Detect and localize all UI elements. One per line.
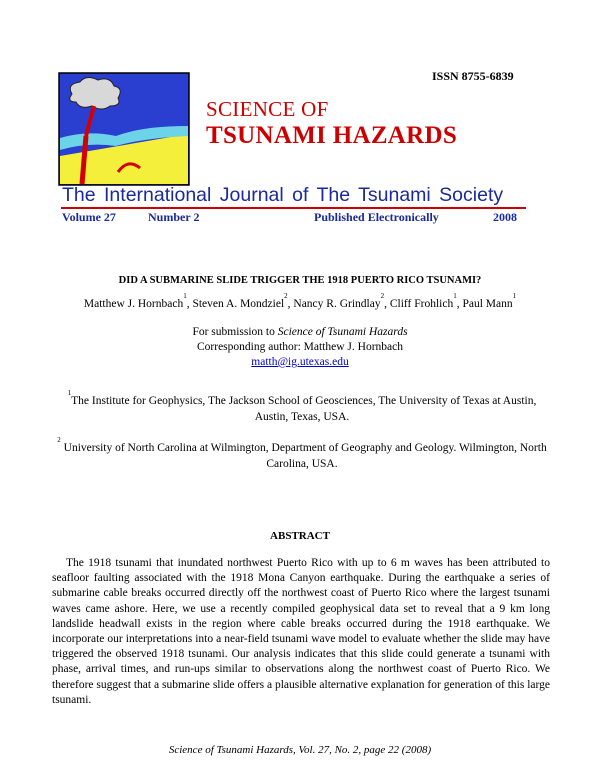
issn-number: ISSN 8755-6839	[432, 69, 514, 83]
affiliation-1	[52, 385, 552, 425]
journal-subtitle: The International Journal of The Tsunami Society	[62, 184, 504, 206]
affiliation-marker: 1	[67, 389, 72, 397]
author-affiliation-marker: 1	[183, 292, 187, 300]
author-name: Paul Mann	[462, 298, 513, 310]
number-label: Number 2	[148, 210, 200, 224]
submission-prefix: For submission to	[192, 326, 278, 338]
author-name: Matthew J. Hornbach	[83, 298, 184, 310]
abstract-body: The 1918 tsunami that inundated northwest Puerto Rico with up to 6 m waves has been attributed to seafloor faulting associated with the 1918 Mona Canyon earthquake. During the earthquake a series of submarine cable breaks occurred directly off the northwest coast of Puerto Rico where the largest tsunami waves came ashore. Here, we use a recently compiled geophysical data set to reveal that a 9 km long landslide headwall exists in the region where cable breaks occurred during the 1918 earthquake. We incorporate our interpretations into a near-field tsunami wave model to evaluate whether the slide may have triggered the observed 1918 tsunami. Our analysis indicates that this slide could generate a tsunami with phase, arrival times, and run-ups similar to observations along the northwest coast of Puerto Rico. We therefore suggest that a submarine slide offers a plausible alternative explanation for generation of this large tsunami.	[52, 557, 550, 706]
volume-label: Volume 27	[62, 210, 116, 224]
affiliation-text: The Institute for Geophysics, The Jackson School of Geosciences, The University of Texas at Austin, Austin, Texas, USA.	[71, 395, 537, 423]
author-name: Cliff Frohlich	[389, 298, 454, 310]
author-name: Nancy R. Grindlay	[293, 298, 381, 310]
page-footer: Science of Tsunami Hazards, Vol. 27, No. 2, page 22 (2008)	[168, 744, 432, 756]
header-divider	[61, 207, 526, 209]
corresponding-author: Corresponding author: Matthew J. Hornbach	[196, 341, 403, 353]
journal-title-line1: SCIENCE OF	[206, 97, 329, 121]
journal-title-line2: TSUNAMI HAZARDS	[206, 122, 458, 149]
affiliation-marker: 2	[57, 436, 61, 444]
author-name: Steven A. Mondziel	[192, 298, 285, 310]
affiliation-2	[52, 432, 552, 472]
abstract-heading: ABSTRACT	[270, 530, 330, 542]
submission-note	[30, 326, 570, 338]
author-affiliation-marker: 2	[380, 292, 385, 300]
year-label: 2008	[493, 210, 517, 224]
published-label: Published Electronically	[314, 210, 439, 224]
submission-journal: Science of Tsunami Hazards	[277, 326, 408, 338]
paper-title: DID A SUBMARINE SLIDE TRIGGER THE 1918 PUERTO RICO TSUNAMI?	[118, 275, 482, 286]
author-affiliation-marker: 2	[284, 292, 288, 300]
author-affiliation-marker: 1	[512, 292, 517, 300]
author-list: Matthew J. Hornbach$^1$, Steven A. Mondziel$^2$, Nancy R. Grindlay$^2$, Cliff Frohlich$^1$, Paul Mann$^1$	[83, 292, 517, 310]
affiliation-text: University of North Carolina at Wilmington, Department of Geography and Geology. Wilmington, North Carolina, USA.	[63, 442, 547, 470]
author-email-link[interactable]: matth@ig.utexas.edu	[251, 356, 349, 368]
journal-logo	[58, 72, 190, 186]
author-affiliation-marker: 1	[453, 292, 457, 300]
